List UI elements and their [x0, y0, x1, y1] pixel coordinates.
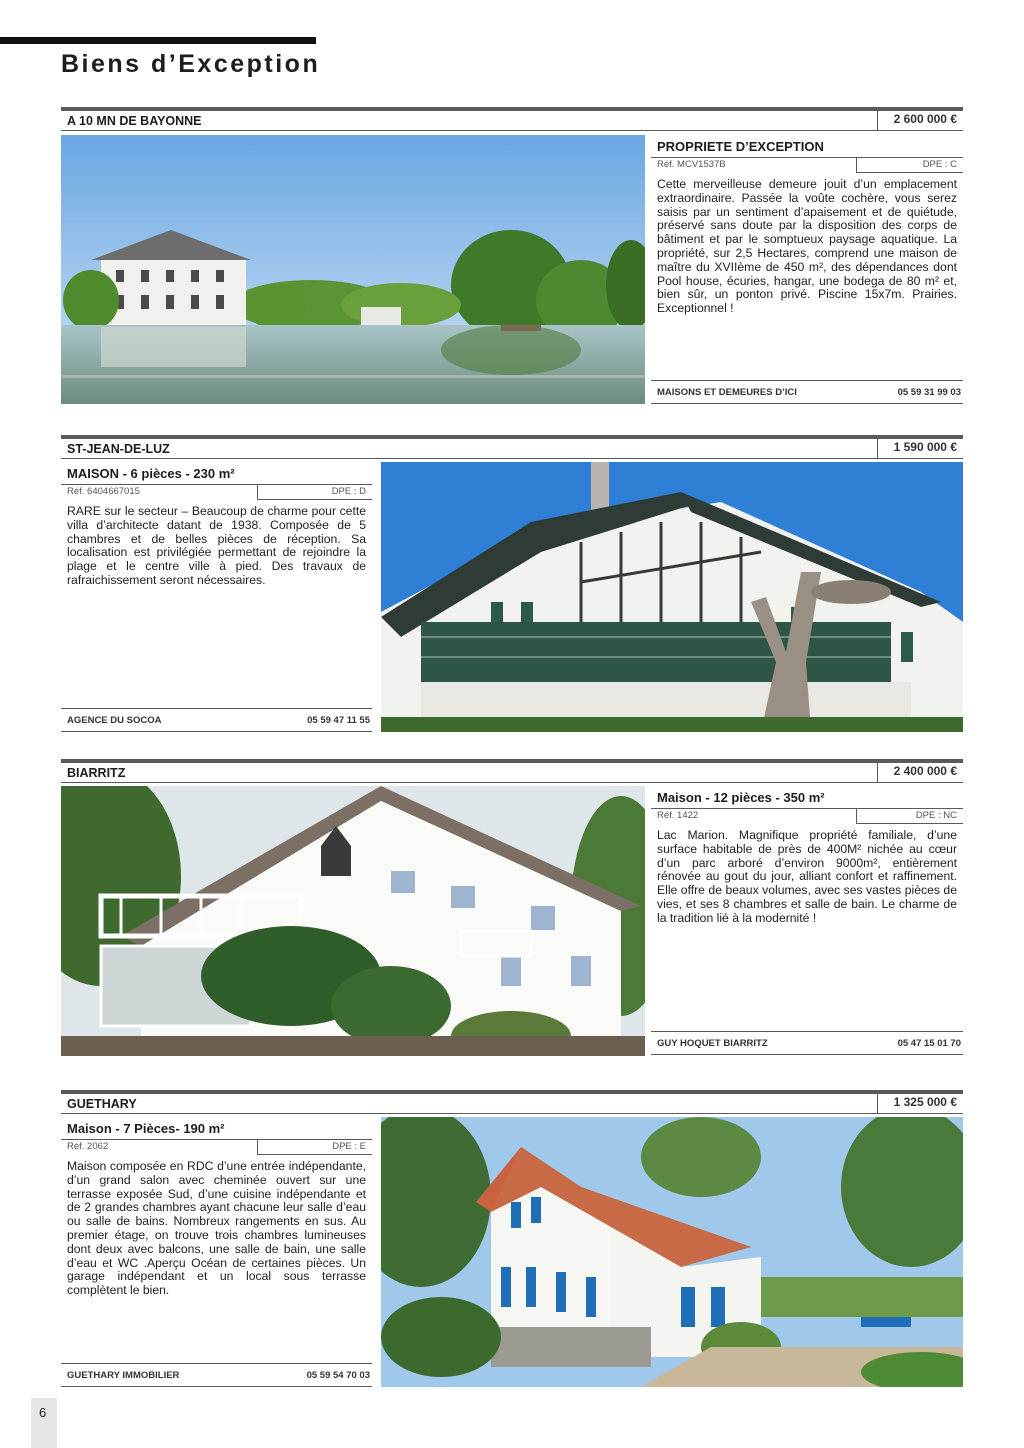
listing-ref: Réf. 1422 — [657, 810, 699, 821]
listing-phone: 05 59 47 11 55 — [307, 715, 370, 726]
listing-dpe: DPE : D — [257, 484, 372, 500]
listing-price: 2 600 000 € — [877, 109, 963, 130]
page-number: 6 — [39, 1405, 47, 1420]
listing-phone: 05 59 54 70 03 — [306, 1370, 370, 1381]
listing-dpe: DPE : C — [856, 157, 963, 173]
listing-ref: Réf. 6404667015 — [67, 486, 140, 497]
listing-title: PROPRIETE D’EXCEPTION — [657, 139, 824, 154]
listing-location: A 10 MN DE BAYONNE — [67, 114, 202, 128]
top-accent-bar — [0, 37, 316, 44]
listing-card — [61, 107, 963, 405]
listing-price: 1 590 000 € — [877, 437, 963, 458]
listing-title: Maison - 12 pièces - 350 m² — [657, 790, 825, 805]
listing-agency: AGENCE DU SOCOA — [67, 715, 162, 726]
listing-location: GUETHARY — [67, 1097, 137, 1111]
listing-photo — [381, 462, 963, 732]
listing-phone: 05 59 31 99 03 — [897, 387, 961, 398]
listing-header — [61, 1090, 963, 1114]
listing-location: ST-JEAN-DE-LUZ — [67, 442, 170, 456]
listing-description: Cette merveilleuse demeure jouit d’un emplacement extraordinaire. Passée la voûte cochère, vous serez saisis par un sentiment d’apaisement et de quiétude, préservé sans doute par la disposition des corps de bâtiment et par le somptueux paysage aquatique. La propriété, sur 2,5 Hectares, comprend une maison de maître du XVIIème de 450 m², des dépendances dont Pool house, écuries, hangar, une bodega de 80 m² et, bien sûr, un ponton privé. Piscine 15x7m. Prairies. Exceptionnel ! — [657, 177, 957, 316]
listing-card — [61, 759, 963, 1057]
listing-card — [61, 435, 963, 732]
listing-text — [61, 1117, 372, 1387]
listing-ref: Réf. 2062 — [67, 1141, 109, 1152]
listing-agency-bar — [61, 708, 372, 732]
listing-agency: GUETHARY IMMOBILIER — [67, 1370, 180, 1381]
listing-header — [61, 759, 963, 783]
listing-title: Maison - 7 Pièces- 190 m² — [67, 1121, 225, 1136]
listing-text — [651, 786, 963, 1056]
listing-card — [61, 1090, 963, 1388]
listing-agency: MAISONS ET DEMEURES D’ICI — [657, 387, 797, 398]
listing-header — [61, 107, 963, 131]
listing-ref: Réf. MCV1537B — [657, 159, 726, 170]
listing-photo — [61, 786, 645, 1056]
listing-dpe: DPE : NC — [856, 808, 963, 824]
listing-description: RARE sur le secteur – Beaucoup de charme pour cette villa d’architecte datant de 1938. Composée de 5 chambres et de belles pièces de réception. Sa localisation est privilégiée permettant de rejoindre la plage et le centre ville à pied. Des travaux de rafraichissement seront nécessaires. — [67, 504, 366, 587]
listing-agency-bar — [61, 1363, 372, 1387]
page-title: Biens d’Exception — [61, 50, 321, 78]
listing-description: Lac Marion. Magnifique propriété familiale, d’une surface habitable de près de 400M² nichée au cœur d’un parc arboré d’environ 9000m², entièrement rénovée au gout du jour, alliant confort et raffinement. Elle offre de beaux volumes, avec ses vastes pièces de vies, et ses 8 chambres et salle de bain. Le charme de la tradition lié à la modernité ! — [657, 828, 957, 925]
listing-location: BIARRITZ — [67, 766, 126, 780]
listing-text — [61, 462, 372, 732]
listing-photo — [61, 135, 645, 404]
listing-price: 2 400 000 € — [877, 761, 963, 782]
listing-dpe: DPE : E — [257, 1139, 372, 1155]
listing-text — [651, 135, 963, 404]
listing-photo — [381, 1117, 963, 1387]
listing-agency: GUY HOQUET BIARRITZ — [657, 1038, 768, 1049]
listing-title: MAISON - 6 pièces - 230 m² — [67, 466, 235, 481]
listing-price: 1 325 000 € — [877, 1092, 963, 1113]
listing-agency-bar — [651, 380, 963, 404]
listing-agency-bar — [651, 1031, 963, 1055]
listing-description: Maison composée en RDC d’une entrée indépendante, d’un grand salon avec cheminée ouvert sur une terrasse exposée Sud, d’une cuisine indépendante et de 2 grandes chambres ayant chacune leur salle d’eau ou salle de bains. Nombreux rangements en sus. Au premier étage, on trouve trois chambres lumineuses dont deux avec balcons, une salle de bain, une salle d’eau et WC .Aperçu Océan de certaines pièces. Un garage indépendant et un local sous terrasse complètent le bien. — [67, 1159, 366, 1298]
listing-header — [61, 435, 963, 459]
listing-phone: 05 47 15 01 70 — [897, 1038, 961, 1049]
